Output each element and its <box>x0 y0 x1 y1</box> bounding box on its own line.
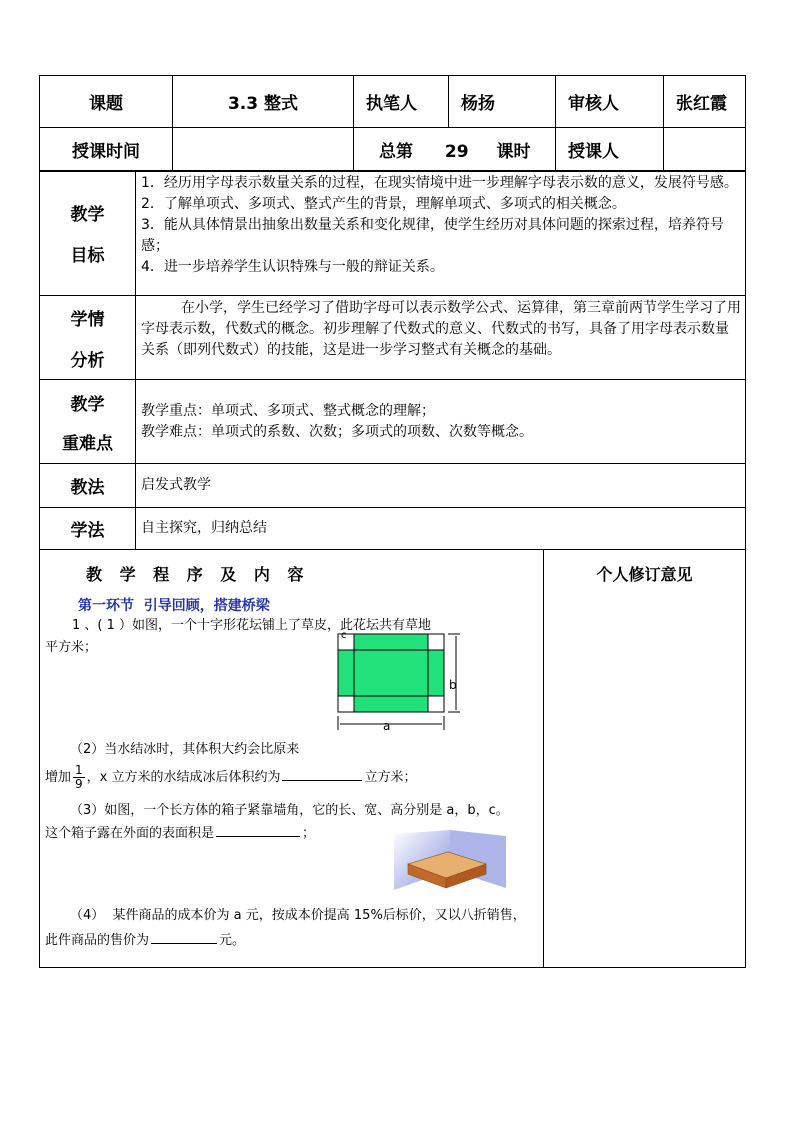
cross-vertical <box>354 634 428 712</box>
fraction <box>73 764 85 791</box>
goals-label-cell <box>40 171 136 296</box>
topic-value-cell <box>173 76 354 128</box>
topic-label-cell <box>40 76 173 128</box>
q2-text-2: ，x 立方米的水结成冰后体积约为 <box>86 770 281 785</box>
writer-value: 杨扬 <box>461 94 495 114</box>
corner-bl <box>338 696 354 712</box>
q4-text-2: 此件商品的售价为 <box>45 933 150 948</box>
time-label: 授课时间 <box>72 142 140 162</box>
reviewer-value: 张红霞 <box>676 94 727 114</box>
procedure-title: 教 学 程 序 及 内 容 <box>86 565 310 584</box>
teacher-label: 授课人 <box>568 142 619 162</box>
goals-label-2: 目标 <box>70 246 105 266</box>
analysis-label-cell <box>40 296 136 380</box>
study-label: 学法 <box>70 521 105 541</box>
keypoints-label-2: 重难点 <box>62 433 113 454</box>
revision-cell <box>544 550 746 968</box>
method-label-cell <box>40 464 136 508</box>
q2-prefix: 增加 <box>45 770 72 785</box>
q2-blank[interactable] <box>282 766 362 781</box>
q2-line-1: （2）当水结冰时，其体积大约会比原来 <box>70 742 300 757</box>
topic-label: 课题 <box>89 94 123 114</box>
method-value: 启发式教学 <box>141 477 211 493</box>
reviewer-label: 审核人 <box>568 94 619 114</box>
fraction-numerator: 1 <box>75 763 83 777</box>
corner-br <box>428 696 444 712</box>
goal-item: 2．了解单项式、多项式、整式产生的背景，理解单项式、多项式的相关概念。 <box>141 196 626 212</box>
study-value-cell <box>136 508 746 550</box>
method-label: 教法 <box>70 478 105 498</box>
time-label-cell <box>40 128 173 172</box>
analysis-text: 在小学，学生已经学习了借助字母可以表示数学公式、运算律，第三章前两节学生学习了用字母表示数，代数式的概念。初步理解了代数式的意义、代数式的书写，具备了用字母表示数量关系（即列代数式）的技能，这是进一步学习整式有关概念的基础。 <box>141 300 741 358</box>
q1-line-1: 1 、( 1 ）如图，一个十字形花坛铺上了草皮，此花坛共有草地 <box>72 618 432 633</box>
goal-item: 1．经历用字母表示数量关系的过程，在现实情境中进一步理解字母表示数的意义，发展符号感。 <box>141 175 738 191</box>
q2-line-2 <box>45 764 417 791</box>
time-value-cell <box>173 128 354 172</box>
total-prefix: 总第 <box>379 142 413 162</box>
q3-text-2: 这个箱子露在外面的表面积是 <box>45 826 215 841</box>
section-title: 第一环节 引导回顾，搭建桥梁 <box>78 598 270 614</box>
reviewer-label-cell <box>556 76 664 128</box>
teacher-label-cell <box>556 128 664 172</box>
topic-value: 3.3 整式 <box>227 94 299 114</box>
reviewer-value-cell <box>664 76 746 128</box>
q4-line-1: （4） 某件商品的成本价为 a 元，按成本价提高 15%后标价，又以八折销售， <box>70 908 526 923</box>
info-table <box>39 170 746 550</box>
q1-line-2: 平方米； <box>45 640 98 655</box>
teacher-value-cell <box>664 128 746 172</box>
keypoints-label-1: 教学 <box>70 394 105 415</box>
analysis-label-2: 分析 <box>70 350 105 371</box>
q3-blank[interactable] <box>216 822 300 837</box>
q3-text-3: ； <box>302 826 316 841</box>
q3-line-1: （3）如图，一个长方体的箱子紧靠墙角，它的长、宽、高分别是 a，b，c。 <box>70 803 509 818</box>
fig-label-c: c <box>341 630 347 641</box>
q4-line-2 <box>45 929 245 951</box>
writer-label: 执笔人 <box>366 94 417 114</box>
goal-item: 4．进一步培养学生认识特殊与一般的辩证关系。 <box>141 259 444 275</box>
fig-label-b: b <box>449 678 457 692</box>
fig-label-a: a <box>383 719 391 733</box>
writer-label-cell <box>354 76 449 128</box>
goals-label-1: 教学 <box>70 205 105 225</box>
total-suffix: 课时 <box>496 142 531 162</box>
difficulty-line: 教学难点：单项式的系数、次数；多项式的项数、次数等概念。 <box>141 423 533 440</box>
keypoints-label-cell <box>40 380 136 464</box>
procedure-table <box>39 549 746 968</box>
box-corner-figure <box>394 830 506 894</box>
method-value-cell <box>136 464 746 508</box>
keypoints-content-cell <box>136 380 746 464</box>
total-lessons-cell <box>354 128 556 172</box>
revision-title: 个人修订意见 <box>596 565 693 584</box>
study-label-cell <box>40 508 136 550</box>
q4-text-3: 元。 <box>219 933 246 948</box>
key-point-line: 教学重点：单项式、多项式、整式概念的理解； <box>141 402 435 419</box>
goal-item: 3．能从具体情景出抽象出数量关系和变化规律，使学生经历对具体问题的探索过程，培养符号感； <box>141 217 724 254</box>
total-number: 29 <box>444 142 469 162</box>
writer-value-cell <box>449 76 556 128</box>
analysis-content-cell <box>136 296 746 380</box>
procedure-content-cell <box>40 550 544 968</box>
q3-line-2 <box>45 822 315 844</box>
corner-tr <box>428 634 444 650</box>
analysis-label-1: 学情 <box>70 309 105 330</box>
fraction-denominator: 9 <box>75 777 83 791</box>
q4-blank[interactable] <box>151 929 217 944</box>
goals-content-cell <box>136 171 746 296</box>
header-table <box>39 75 746 172</box>
study-value: 自主探究，归纳总结 <box>141 520 267 536</box>
q2-text-3: 立方米； <box>364 770 417 785</box>
